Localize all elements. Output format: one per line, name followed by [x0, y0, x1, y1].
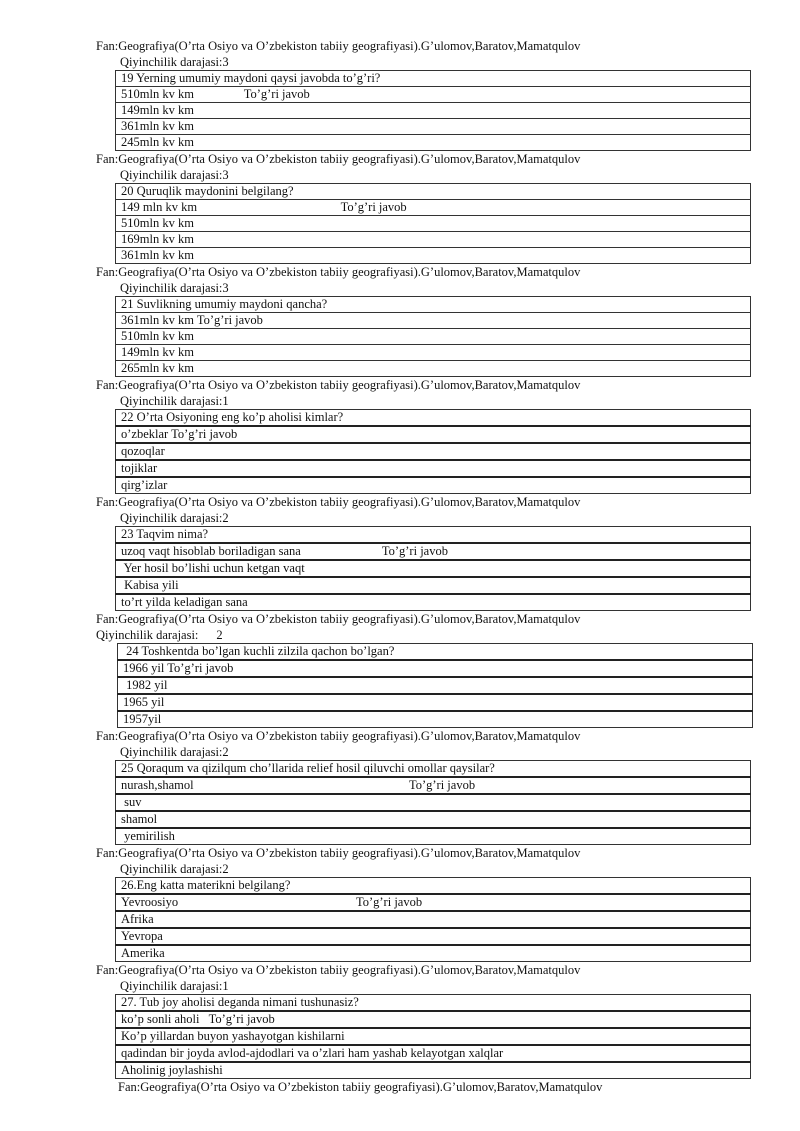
subject-line: Fan:Geografiya(O’rta Osiyo va O’zbekiston tabiiy geografiyasi).G’ulomov,Baratov,Mamatqulov — [96, 378, 581, 392]
answer-option: 1982 yil — [118, 677, 753, 694]
answer-option: o’zbeklar To’g’ri javob — [116, 426, 751, 443]
answer-option: yemirilish — [121, 829, 175, 843]
answer-option: Amerika — [121, 946, 165, 960]
question-text: 24 Toshkentda bo’lgan kuchli zilzila qachon bo’lgan? — [118, 644, 753, 661]
question-text: 19 Yerning umumiy maydoni qaysi javobda to’g’ri? — [116, 71, 751, 87]
answer-option: 1966 yil To’g’ri javob — [118, 660, 753, 677]
difficulty-line: Qiyinchilik darajasi:2 — [120, 745, 229, 759]
subject-line: Fan:Geografiya(O’rta Osiyo va O’zbekiston tabiiy geografiyasi).G’ulomov,Baratov,Mamatqulov — [96, 495, 581, 509]
question-table — [115, 409, 751, 494]
question-block-26 — [0, 845, 800, 962]
difficulty-line: Qiyinchilik darajasi:2 — [120, 862, 229, 876]
question-table — [117, 643, 753, 728]
answer-option: qozoqlar — [116, 443, 751, 460]
answer-option: shamol — [116, 811, 751, 828]
question-block-21 — [0, 264, 800, 377]
subject-line: Fan:Geografiya(O’rta Osiyo va O’zbekiston tabiiy geografiyasi).G’ulomov,Baratov,Mamatqulov — [96, 846, 581, 860]
difficulty-line: Qiyinchilik darajasi:3 — [120, 55, 229, 69]
answer-option: Ko’p yillardan buyon yashayotgan kishilarni — [116, 1028, 751, 1045]
answer-option: Yer hosil bo’lishi uchun ketgan vaqt — [116, 560, 751, 577]
subject-line: Fan:Geografiya(O’rta Osiyo va O’zbekiston tabiiy geografiyasi).G’ulomov,Baratov,Mamatqulov — [96, 729, 581, 743]
question-text: 21 Suvlikning umumiy maydoni qancha? — [116, 297, 751, 313]
subject-line: Fan:Geografiya(O’rta Osiyo va O’zbekiston tabiiy geografiyasi).G’ulomov,Baratov,Mamatqulov — [96, 39, 581, 53]
answer-option: 510mln kv km — [116, 216, 751, 232]
question-block-24 — [0, 611, 800, 728]
question-block-20 — [0, 151, 800, 264]
difficulty-line: Qiyinchilik darajasi:3 — [120, 281, 229, 295]
question-block-25 — [0, 728, 800, 845]
answer-option: 510mln kv km — [116, 329, 751, 345]
answer-option: 361mln kv km — [121, 248, 194, 262]
answer-option: Yevropa — [116, 928, 751, 945]
answer-option: nurash,shamol To’g’ri javob — [116, 777, 751, 794]
question-table — [115, 70, 751, 151]
answer-option: qirg’izlar — [121, 478, 168, 492]
question-block-23 — [0, 494, 800, 611]
question-block-27 — [0, 962, 800, 1079]
question-block-19 — [0, 38, 800, 151]
question-table — [115, 994, 751, 1079]
question-table — [115, 183, 751, 264]
question-text: 23 Taqvim nima? — [116, 527, 751, 544]
answer-option: 510mln kv km To’g’ri javob — [116, 87, 751, 103]
difficulty-line — [96, 627, 800, 643]
answer-option: uzoq vaqt hisoblab boriladigan sana To’g’ri javob — [116, 543, 751, 560]
question-table — [115, 877, 751, 962]
answer-option: Kabisa yili — [116, 577, 751, 594]
answer-option: suv — [116, 794, 751, 811]
answer-option: 245mln kv km — [121, 135, 194, 149]
answer-option: 149mln kv km — [116, 345, 751, 361]
difficulty-line: Qiyinchilik darajasi:2 — [120, 511, 229, 525]
answer-option: qadindan bir joyda avlod-ajdodlari va o’zlari ham yashab kelayotgan xalqlar — [116, 1045, 751, 1062]
question-text: 20 Quruqlik maydonini belgilang? — [116, 184, 751, 200]
answer-option: 361mln kv km To’g’ri javob — [116, 313, 751, 329]
subject-line: Fan:Geografiya(O’rta Osiyo va O’zbekiston tabiiy geografiyasi).G’ulomov,Baratov,Mamatqulov — [96, 963, 581, 977]
answer-option: Aholinig joylashishi — [121, 1063, 223, 1077]
answer-option: to’rt yilda keladigan sana — [121, 595, 248, 609]
answer-option: Afrika — [116, 911, 751, 928]
difficulty-label: Qiyinchilik darajasi: — [96, 628, 199, 642]
answer-option: ko’p sonli aholi To’g’ri javob — [116, 1011, 751, 1028]
answer-option: 149mln kv km — [116, 103, 751, 119]
answer-option: 1957yil — [123, 712, 162, 726]
answer-option: 149 mln kv km To’g’ri javob — [116, 200, 751, 216]
question-table — [115, 296, 751, 377]
difficulty-line: Qiyinchilik darajasi:1 — [120, 979, 229, 993]
answer-option: tojiklar — [116, 460, 751, 477]
question-table — [115, 526, 751, 611]
question-text: 27. Tub joy aholisi deganda nimani tushunasiz? — [116, 995, 751, 1012]
subject-line: Fan:Geografiya(O’rta Osiyo va O’zbekiston tabiiy geografiyasi).G’ulomov,Baratov,Mamatqulov — [96, 612, 581, 626]
subject-line: Fan:Geografiya(O’rta Osiyo va O’zbekiston tabiiy geografiyasi).G’ulomov,Baratov,Mamatqulov — [96, 152, 581, 166]
answer-option: 361mln kv km — [116, 119, 751, 135]
question-text: 26.Eng katta materikni belgilang? — [116, 878, 751, 895]
answer-option: 265mln kv km — [121, 361, 194, 375]
answer-option: 1965 yil — [118, 694, 753, 711]
document-page — [0, 38, 800, 1095]
subject-line: Fan:Geografiya(O’rta Osiyo va O’zbekiston tabiiy geografiyasi).G’ulomov,Baratov,Mamatqulov — [96, 265, 581, 279]
difficulty-number: 2 — [216, 628, 223, 642]
difficulty-line: Qiyinchilik darajasi:3 — [120, 168, 229, 182]
question-text: 22 O’rta Osiyoning eng ko’p aholisi kimlar? — [116, 410, 751, 427]
question-table — [115, 760, 751, 845]
footer-subject-line: Fan:Geografiya(O’rta Osiyo va O’zbekiston tabiiy geografiyasi).G’ulomov,Baratov,Mamatqulov — [118, 1080, 603, 1094]
question-text: 25 Qoraqum va qizilqum cho’llarida relief hosil qiluvchi omollar qaysilar? — [116, 761, 751, 778]
answer-option: Yevroosiyo To’g’ri javob — [116, 894, 751, 911]
difficulty-line: Qiyinchilik darajasi:1 — [120, 394, 229, 408]
question-block-22 — [0, 377, 800, 494]
answer-option: 169mln kv km — [116, 232, 751, 248]
